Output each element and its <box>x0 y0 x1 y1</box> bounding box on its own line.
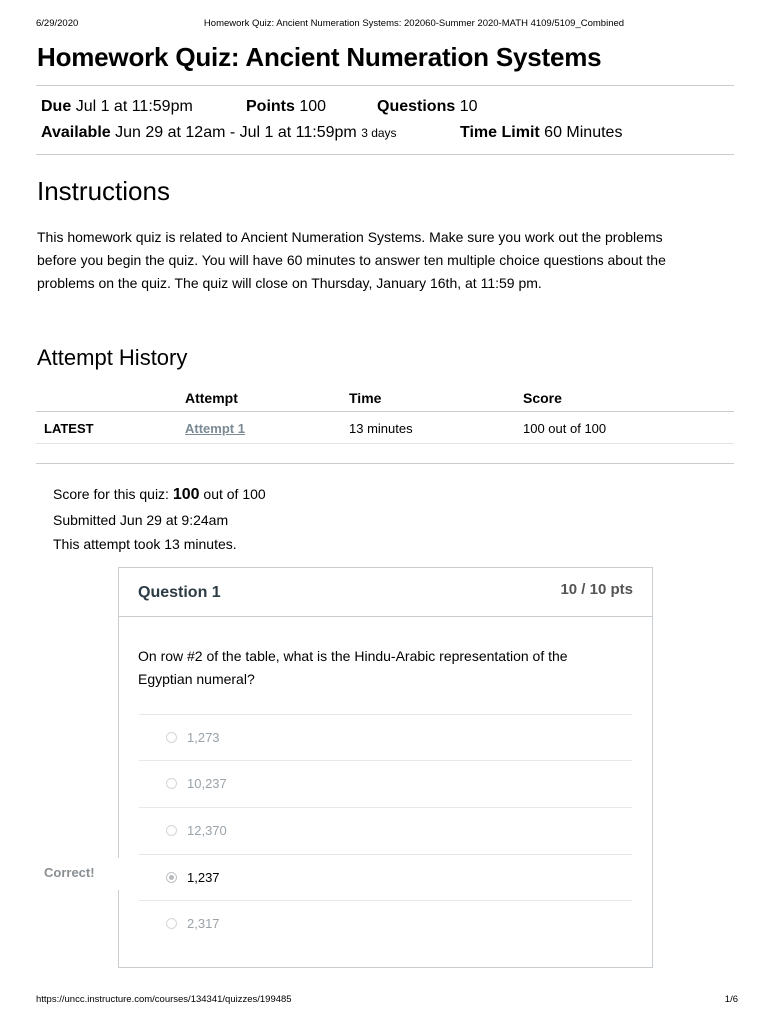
column-header-score: Score <box>523 390 562 406</box>
attempt-time: 13 minutes <box>349 421 413 436</box>
print-url: https://uncc.instructure.com/courses/134341/quizzes/199485 <box>36 994 292 1005</box>
answer-option[interactable] <box>139 714 632 760</box>
available-duration: 3 days <box>361 126 397 140</box>
print-page-number: 1/6 <box>724 994 738 1005</box>
points-meta <box>246 98 326 116</box>
question-text-line: Egyptian numeral? <box>138 671 255 687</box>
print-doc-title: Homework Quiz: Ancient Numeration Systems: 202060-Summer 2020-MATH 4109/5109_Combined <box>203 18 625 29</box>
available-value: Jun 29 at 12am - Jul 1 at 11:59pm <box>115 124 357 141</box>
print-footer <box>36 994 738 1008</box>
instructions-text <box>37 226 727 295</box>
due-meta <box>41 98 193 116</box>
answer-label: 1,237 <box>187 870 220 885</box>
radio-button[interactable] <box>166 918 177 929</box>
questions-label: Questions <box>377 98 456 115</box>
answer-label: 10,237 <box>187 776 227 791</box>
available-label: Available <box>41 124 111 141</box>
time-limit-meta <box>460 124 622 142</box>
divider <box>36 463 734 464</box>
answer-option[interactable] <box>139 807 632 853</box>
answer-label: 12,370 <box>187 823 227 838</box>
attempt-history-heading: Attempt History <box>37 345 188 370</box>
correct-tag-arrow <box>100 858 120 890</box>
column-header-time: Time <box>349 390 382 406</box>
answer-label: 2,317 <box>187 916 220 931</box>
available-meta <box>41 124 397 142</box>
attempt-score: 100 out of 100 <box>523 421 607 436</box>
correct-answer-tag: Correct! <box>44 865 95 880</box>
time-limit-value: 60 Minutes <box>544 124 623 141</box>
radio-button[interactable] <box>166 732 177 743</box>
answer-option-selected[interactable] <box>139 854 632 900</box>
questions-value: 10 <box>459 98 478 115</box>
score-suffix: out of 100 <box>203 486 266 502</box>
questions-meta <box>377 98 477 116</box>
attempt-duration: This attempt took 13 minutes. <box>53 536 237 552</box>
radio-button[interactable] <box>166 778 177 789</box>
due-value: Jul 1 at 11:59pm <box>75 98 193 115</box>
question-points: 10 / 10 pts <box>560 581 633 598</box>
answer-option[interactable] <box>139 760 632 806</box>
latest-tag: LATEST <box>44 421 94 436</box>
score-summary <box>53 486 266 504</box>
points-label: Points <box>246 98 295 115</box>
instructions-heading: Instructions <box>37 176 170 206</box>
radio-button[interactable] <box>166 825 177 836</box>
column-header-attempt: Attempt <box>185 390 238 406</box>
print-date: 6/29/2020 <box>36 18 79 29</box>
submitted-time: Submitted Jun 29 at 9:24am <box>53 512 229 528</box>
radio-button-selected[interactable] <box>166 872 177 883</box>
score-value: 100 <box>172 486 200 503</box>
print-header <box>36 18 732 32</box>
instructions-line: problems on the quiz. The quiz will close on Thursday, January 16th, at 11:59 pm. <box>37 275 542 291</box>
score-prefix: Score for this quiz: <box>53 486 169 502</box>
time-limit-label: Time Limit <box>460 124 540 141</box>
due-label: Due <box>41 98 72 115</box>
attempt-link[interactable]: Attempt 1 <box>185 421 245 436</box>
answer-label: 1,273 <box>187 730 220 745</box>
question-title: Question 1 <box>138 584 221 601</box>
question-card <box>118 567 653 968</box>
table-divider <box>36 411 734 412</box>
divider <box>36 154 734 155</box>
table-divider <box>36 443 734 444</box>
quiz-title: Homework Quiz: Ancient Numeration Systems <box>37 42 602 72</box>
points-value: 100 <box>299 98 327 115</box>
question-text <box>138 645 618 691</box>
instructions-line: before you begin the quiz. You will have 60 minutes to answer ten multiple choice questions about the <box>37 252 666 268</box>
question-header <box>119 568 652 617</box>
instructions-line: This homework quiz is related to Ancient Numeration Systems. Make sure you work out the problems <box>37 229 663 245</box>
question-text-line: On row #2 of the table, what is the Hindu-Arabic representation of the <box>138 648 568 664</box>
answer-option[interactable] <box>139 900 632 946</box>
divider <box>36 85 734 86</box>
